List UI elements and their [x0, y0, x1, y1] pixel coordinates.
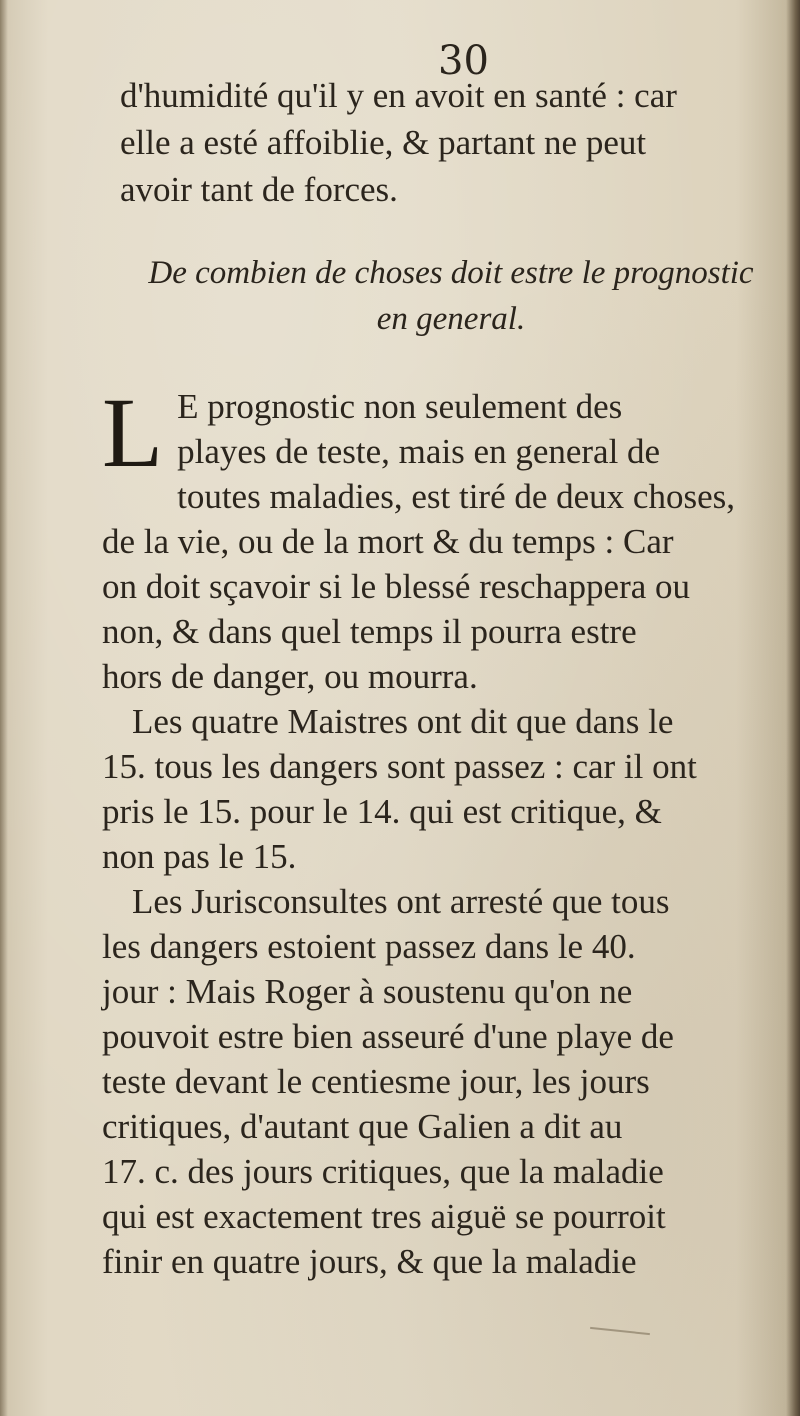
text-line: pouvoit estre bien asseuré d'une playe de	[102, 1017, 674, 1056]
text-line: pris le 15. pour le 14. qui est critique, &	[102, 792, 662, 831]
text-line: d'humidité qu'il y en avoit en santé : car	[120, 76, 677, 115]
text-line: non pas le 15.	[102, 837, 297, 876]
page-spine-shadow	[0, 0, 8, 1416]
text-line: elle a esté affoiblie, & partant ne peut	[120, 123, 647, 162]
heading-line: De combien de choses doit estre le prognostic	[148, 255, 754, 291]
continued-paragraph	[120, 72, 786, 213]
heading-line: en general.	[376, 301, 526, 337]
text-line: les dangers estoient passez dans le 40.	[102, 927, 636, 966]
drop-cap: L	[102, 377, 164, 488]
ink-mark	[590, 1327, 650, 1335]
text-line: qui est exactement tres aiguë se pourroit	[102, 1197, 666, 1236]
text-line: E prognostic non seulement des	[177, 387, 623, 426]
text-line: teste devant le centiesme jour, les jours	[102, 1062, 650, 1101]
text-line: toutes maladies, est tiré de deux choses,	[177, 477, 735, 516]
body-text	[102, 377, 784, 1284]
text-line: 17. c. des jours critiques, que la maladie	[102, 1152, 664, 1191]
text-line: non, & dans quel temps il pourra estre	[102, 612, 637, 651]
text-line: jour : Mais Roger à soustenu qu'on ne	[102, 972, 633, 1011]
text-line: Les Jurisconsultes ont arresté que tous	[132, 882, 670, 921]
text-line: Les quatre Maistres ont dit que dans le	[132, 702, 674, 741]
page-edge-shadow	[786, 0, 800, 1416]
text-line: on doit sçavoir si le blessé reschappera ou	[102, 567, 691, 606]
text-line: finir en quatre jours, & que la maladie	[102, 1242, 637, 1281]
page-number: 30	[438, 38, 489, 84]
text-line: critiques, d'autant que Galien a dit au	[102, 1107, 623, 1146]
text-line: de la vie, ou de la mort & du temps : Car	[102, 522, 674, 561]
text-line: playes de teste, mais en general de	[177, 432, 661, 471]
text-line: hors de danger, ou mourra.	[102, 657, 478, 696]
text-line: avoir tant de forces.	[120, 170, 398, 209]
text-line: 15. tous les dangers sont passez : car il ont	[102, 747, 697, 786]
section-heading	[112, 250, 790, 342]
